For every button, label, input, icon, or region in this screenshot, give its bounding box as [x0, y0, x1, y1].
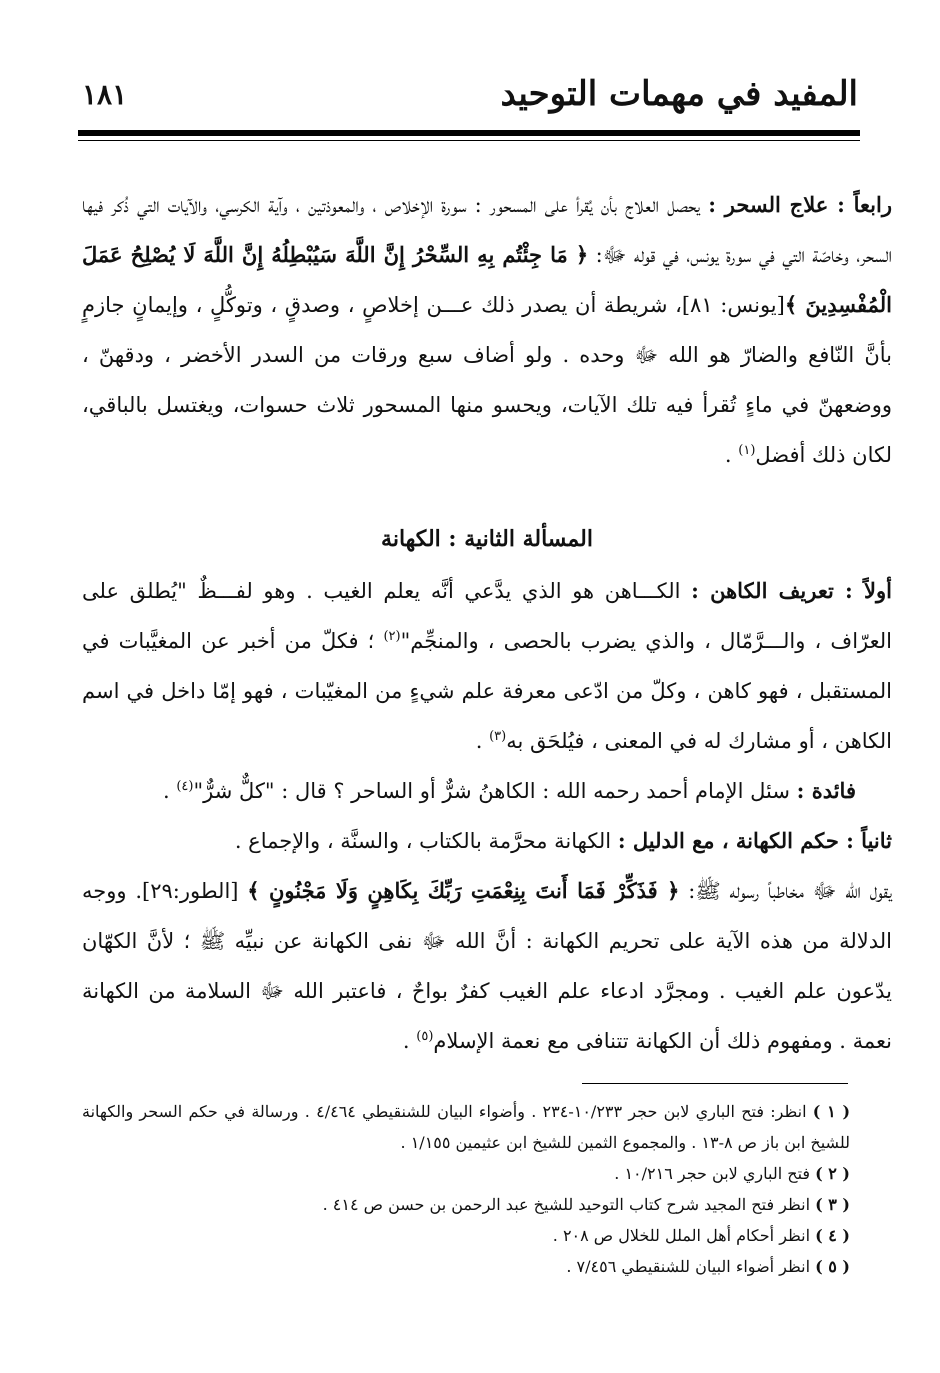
paragraph-heading: فائدة :	[796, 778, 856, 803]
quran-verse: ﴿ مَا جِئْتُم بِهِ السِّحْرُ إِنَّ اللَّهَ سَيُبْطِلُهُ إِنَّ اللَّهَ لَا يُصْلِحُ عَمَلَ الْمُفْسِدِينَ ﴾	[82, 242, 892, 317]
footnote-number: ( ٤ )	[815, 1226, 850, 1245]
running-title: المفيد في مهمات التوحيد	[500, 74, 858, 114]
paragraph-end: .	[162, 779, 177, 803]
paragraph-text: الكـــاهن هو الذي يدَّعي أنَّه يعلم الغيب . وهو لفـــظٌ "يُطلق على العرّاف ، والـــرَّمّال ، والذي يضرب بالحصى ، والمنجِّم"	[82, 579, 892, 653]
paragraph-text: يحصل العلاج بأن يُقرأ على المسحور : سورة الإخلاص ، والمعوذتين ، وآية الكرسي، والآيات التي ذُكر فيها السحر، وخاصّة التي في سورة يونس، في قوله ﷻ:	[82, 193, 892, 267]
paragraph-benefit	[82, 766, 892, 816]
paragraph-text: الكهانة محرَّمة بالكتاب ، والسنَّة ، والإجماع .	[234, 829, 618, 853]
footnote	[82, 1158, 850, 1189]
paragraph-text: ؛ فكلّ من أخبر عن المغيَّبات في المستقبل ، فهو كاهن ، وكلّ من ادّعى معرفة علم شيءٍ من المغيّبات ، فهو إمّا داخل في اسم الكاهن ، أو مشارك له في المعنى ، فيُلحَق به	[82, 629, 892, 753]
footnote-ref[interactable]: (١)	[738, 443, 756, 458]
footnote-ref[interactable]: (٣)	[489, 729, 507, 744]
footnote-ref[interactable]: (٥)	[416, 1029, 434, 1044]
footnote-ref[interactable]: (٤)	[176, 779, 194, 794]
footnote-text: انظر أضواء البيان للشنقيطي ٧/٤٥٦ .	[566, 1257, 816, 1276]
footnote-number: ( ٢ )	[815, 1164, 850, 1183]
footnote	[82, 1220, 850, 1251]
footnote	[82, 1251, 850, 1282]
paragraph-text: [الطور:٢٩]. ووجه الدلالة من هذه الآية على تحريم الكهانة : أنَّ الله ﷻ نفى الكهانة عن نبيِّه ﷺ ؛ لأنَّ الكهّان يدّعون علم الغيب . ومجرَّد ادعاء علم الغيب كفرٌ بواحٌ ، فاعتبر الله ﷻ السلامة من الكهانة نعمة . ومفهوم ذلك أن الكهانة تتنافى مع نعمة الإسلام	[82, 879, 892, 1053]
footnote-text: انظر أحكام أهل الملل للخلال ص ٢٠٨ .	[552, 1226, 816, 1245]
paragraph-end: .	[402, 1029, 417, 1053]
footnote-number: ( ١ )	[812, 1102, 851, 1121]
footnotes	[82, 1096, 850, 1282]
paragraph-treatment-of-magic	[82, 180, 892, 480]
footnote-number: ( ٣ )	[815, 1195, 850, 1214]
footnote-text: انظر فتح المجيد شرح كتاب التوحيد للشيخ عبد الرحمن بن حسن ص ٤١٤ .	[322, 1195, 816, 1214]
page-number: ١٨١	[82, 78, 128, 111]
section-title: المسألة الثانية : الكهانة	[381, 526, 593, 552]
paragraph-heading: ثانياً : حكم الكهانة ، مع الدليل :	[617, 828, 892, 853]
paragraph-evidence	[82, 866, 892, 1066]
footnote-separator	[582, 1083, 848, 1084]
footnote	[82, 1189, 850, 1220]
header-rule-thick	[78, 130, 860, 136]
paragraph-end: .	[475, 729, 490, 753]
footnote-number: ( ٥ )	[815, 1257, 850, 1276]
paragraph-heading: رابعاً : علاج السحر :	[708, 192, 892, 217]
paragraph-text: [يونس: ٨١]، شريطة أن يصدر ذلك عـــن إخلاصٍ ، وصدقٍ ، وتوكُّلٍ ، وإيمانٍ جازمٍ بأنَّ النّافع والضارّ هو الله ﷻ وحده . ولو أضاف سبع ورقات من السدر الأخضر ، ودقهنّ ، ووضعهنّ في ماءٍ تُقرأ فيه تلك الآيات، ويحسو منها المسحور ثلاث حسوات، ويغتسل بالباقي، لكان ذلك أفضل	[82, 293, 892, 467]
page-header	[82, 74, 858, 124]
paragraph-text: سئل الإمام أحمد رحمه الله : الكاهنُ شرٌّ أو الساحر ؟ قال : "كلٌّ شرٌّ"	[193, 779, 797, 803]
footnote-text: انظر: فتح الباري لابن حجر ١٠/٢٣٣-٢٣٤ . وأضواء البيان للشنقيطي ٤/٤٦٤ . ورسالة في حكم السحر والكهانة للشيخ ابن باز ص ٨-١٣ . والمجموع الثمين للشيخ ابن عثيمين ١/١٥٥ .	[82, 1102, 850, 1152]
paragraph-text: يقول الله ﷻ مخاطباً رسوله ﷺ:	[679, 879, 892, 903]
paragraph-ruling	[82, 816, 892, 866]
header-rule-thin	[78, 140, 860, 141]
paragraph-heading: أولاً : تعريف الكاهن :	[691, 578, 892, 603]
quran-verse: ﴿ فَذَكِّرْ فَمَا أَنتَ بِنِعْمَتِ رَبِّكَ بِكَاهِنٍ وَلَا مَجْنُونٍ ﴾	[247, 878, 680, 903]
footnote-ref[interactable]: (٢)	[383, 629, 401, 644]
paragraph-definition-of-soothsayer	[82, 566, 892, 766]
footnote	[82, 1096, 850, 1158]
footnote-text: فتح الباري لابن حجر ١٠/٢١٦ .	[614, 1164, 816, 1183]
main-text	[82, 180, 892, 1066]
paragraph-end: .	[724, 443, 739, 467]
